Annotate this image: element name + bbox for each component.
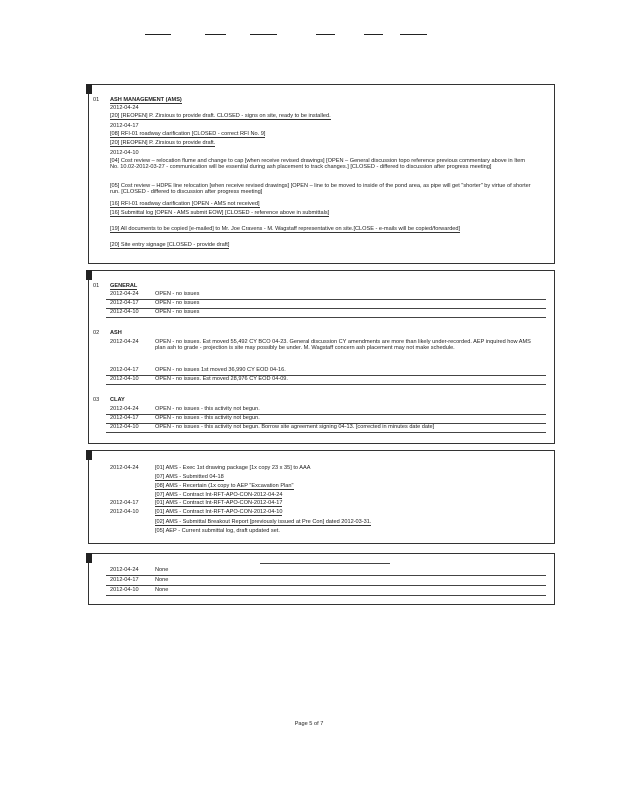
row-text: OPEN - no issues - this activity not begun. Borrow site agreement signing 04-13. [corrected in minutes date date]: [155, 424, 435, 430]
entry-date: 2012-04-24: [110, 105, 139, 111]
page-number: Page 5 of 7: [294, 721, 324, 727]
row-text: OPEN - no issues: [155, 300, 200, 306]
minutes-line: [20] [REOPEN] P. Zirsious to provide draft.: [110, 140, 216, 146]
section-tab-marker: [86, 450, 92, 460]
minutes-line: [20] [REOPEN] P. Zirsious to provide draft. CLOSED - signs on site, ready to be installed.: [110, 113, 331, 119]
submittal-line: [07] AMS - Contract Int-RFT-APO-CON-2012-04-24: [155, 492, 283, 498]
row-text: None: [155, 577, 169, 583]
header-dash: [316, 34, 335, 35]
item-number: 03: [93, 397, 100, 403]
row-text: OPEN - no issues. Est moved 28,976 CY EOD 04-09.: [155, 376, 288, 382]
item-title: ASH: [110, 330, 122, 336]
entry-date: 2012-04-10: [110, 150, 139, 156]
row-text: OPEN - no issues: [155, 291, 200, 297]
row-date: 2012-04-10: [110, 309, 139, 315]
submittal-line: [05] AEP - Current submittal log, draft updated set.: [155, 528, 280, 534]
submittal-line: [01] AMS - Exec 1st drawing package [1x copy 23 x 35] to AAA: [155, 465, 311, 471]
row-text: None: [155, 587, 169, 593]
submittal-line: [08] AMS - Recertain (1x copy to AEP "Excavation Plan": [155, 483, 294, 489]
minutes-line: [08] RFI-01 roadway clarification [CLOSED - correct RFI No. 9]: [110, 131, 266, 137]
row-text: None: [155, 567, 169, 573]
row-date: 2012-04-17: [110, 367, 139, 373]
entry-date: 2012-04-24: [110, 465, 139, 471]
item-number: 01: [93, 283, 100, 289]
minutes-line: [16] RFI-01 roadway clarification [OPEN - AMS not received]: [110, 201, 260, 207]
row-text: OPEN - no issues: [155, 309, 200, 315]
header-dash: [400, 34, 427, 35]
item-title: GENERAL: [110, 283, 138, 289]
row-date: 2012-04-10: [110, 587, 139, 593]
row-date: 2012-04-24: [110, 406, 139, 412]
row-date: 2012-04-17: [110, 415, 139, 421]
header-dash: [250, 34, 277, 35]
row-date: 2012-04-10: [110, 424, 139, 430]
submittal-line: [01] AMS - Contract Int-RFT-APO-CON-2012-04-10: [155, 509, 283, 515]
row-text: OPEN - no issues - this activity not begun.: [155, 415, 260, 421]
row-date: 2012-04-24: [110, 291, 139, 297]
section-tab-marker: [86, 84, 92, 94]
entry-date: 2012-04-17: [110, 123, 139, 129]
minutes-paragraph: [05] Cost review – HDPE line relocation [when receive revised drawings] [OPEN – line to be moved to inside of the pond area, as pipe will get "shorter" by virtue of shorter run. [CLOSED - differed to discussion after progress meeting]: [110, 183, 531, 196]
row-date: 2012-04-24: [110, 339, 139, 345]
row-text: OPEN - no issues 1st moved 36,990 CY EOD 04-16.: [155, 367, 286, 373]
minutes-paragraph: [04] Cost review – relocation flume and change to cap [when receive revised drawings] [OPEN – General discussion topo reference previous commentary above in Item No. 10.02-2012-03-27 - communication will be essential during ash placement to track changes.] [CLOSED - differed to discussion after progress meeting]: [110, 158, 526, 171]
item-number: 02: [93, 330, 100, 336]
submittal-line: [02] AMS - Submittal Breakout Report [previously issued at Pre Con] dated 2012-03-31.: [155, 519, 372, 525]
row-date: 2012-04-10: [110, 376, 139, 382]
row-text: OPEN - no issues. Est moved 55,492 CY BCO 04-23. General discussion CY amendments are more than likely under-recorded. AEP inquired how AMS plan ash to grade - projection is site may possibly be under. M. Wagstaff concern ash placement may not make schedule.: [155, 339, 531, 352]
item-number: 01: [93, 97, 100, 103]
section-tab-marker: [86, 553, 92, 563]
submittal-line: [07] AMS - Submitted 04-18: [155, 474, 224, 480]
item-title: ASH MANAGEMENT (AMS): [110, 97, 182, 103]
section-tab-marker: [86, 270, 92, 280]
entry-date: 2012-04-17: [110, 500, 139, 506]
minutes-line: [16] Submittal log [OPEN - AMS submit EOW] [CLOSED - reference above in submittals]: [110, 210, 330, 216]
row-date: 2012-04-17: [110, 300, 139, 306]
minutes-line: [20] Site entry signage [CLOSED - provide draft]: [110, 242, 230, 248]
submittal-line: [01] AMS - Contract Int-RFT-APO-CON-2012-04-17: [155, 500, 283, 506]
item-title: CLAY: [110, 397, 125, 403]
minutes-line: [19] All documents to be copied [e-mailed] to Mr. Joe Cravens - M. Wagstaff representative on site.[CLOSE - e-mails will be copied/forwarded]: [110, 226, 461, 232]
row-date: 2012-04-17: [110, 577, 139, 583]
header-dash: [145, 34, 171, 35]
entry-date: 2012-04-10: [110, 509, 139, 515]
row-date: 2012-04-24: [110, 567, 139, 573]
header-dash: [364, 34, 383, 35]
section-ash-management: [88, 84, 555, 264]
row-text: OPEN - no issues - this activity not begun.: [155, 406, 260, 412]
header-dash: [205, 34, 226, 35]
